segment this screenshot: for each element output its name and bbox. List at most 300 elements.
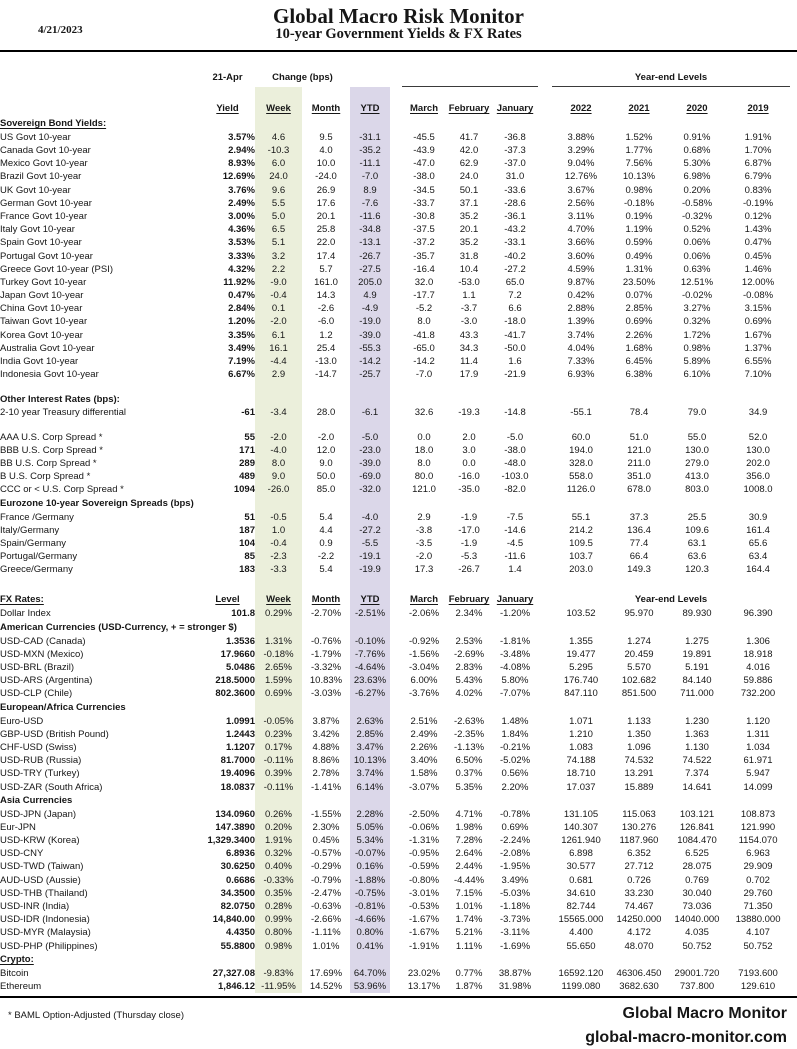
value-cell: 3.27% bbox=[683, 303, 711, 315]
row-label: Greece/Germany bbox=[0, 564, 73, 576]
value-cell: 16.1 bbox=[255, 342, 302, 355]
table-row bbox=[0, 444, 790, 457]
column-header: Month bbox=[311, 594, 341, 606]
value-cell: 23.02% bbox=[407, 967, 441, 979]
column-header: February bbox=[448, 594, 490, 606]
section-cell bbox=[668, 393, 726, 407]
row-label: Canada Govt 10-year bbox=[0, 145, 91, 157]
value-cell: 17.9660 bbox=[220, 648, 255, 660]
value-cell: 74.532 bbox=[624, 755, 654, 767]
value-cell: 8.0 bbox=[417, 457, 431, 469]
value-cell: -1.11% bbox=[311, 927, 341, 939]
value-cell: 2.30% bbox=[312, 821, 340, 833]
value-cell: 0.0 bbox=[462, 457, 476, 469]
value-cell: -0.92% bbox=[408, 635, 440, 647]
value-cell: 4.400 bbox=[569, 927, 593, 939]
row-label: Brazil Govt 10-year bbox=[0, 171, 82, 183]
value-cell: 16592.120 bbox=[558, 967, 604, 979]
value-cell: 30.6250 bbox=[220, 861, 255, 873]
value-cell: 1.70% bbox=[744, 145, 772, 157]
value-cell bbox=[538, 355, 552, 368]
value-cell: 7193.600 bbox=[738, 967, 778, 979]
value-cell: 289 bbox=[239, 457, 255, 469]
value-cell: 328.0 bbox=[569, 457, 593, 469]
table-row bbox=[0, 524, 790, 537]
value-cell: 0.69% bbox=[744, 316, 772, 328]
value-cell: 0.47% bbox=[744, 237, 772, 249]
value-cell: 1199.080 bbox=[561, 980, 601, 992]
value-cell: -3.5 bbox=[415, 537, 433, 549]
value-cell: 74.467 bbox=[624, 901, 654, 913]
value-cell: -103.0 bbox=[501, 471, 529, 483]
spacer-cell bbox=[390, 577, 402, 588]
value-cell: 131.105 bbox=[563, 808, 599, 820]
value-cell: -0.32% bbox=[681, 210, 713, 222]
spacer-cell bbox=[390, 382, 402, 393]
value-cell: -37.0 bbox=[504, 158, 526, 170]
value-cell: 1.083 bbox=[569, 741, 593, 753]
value-cell: 8.86% bbox=[312, 755, 340, 767]
value-cell: 0.20% bbox=[255, 821, 302, 834]
value-cell: 6.38% bbox=[625, 369, 653, 381]
value-cell: 1.230 bbox=[685, 715, 709, 727]
value-cell: 10.83% bbox=[309, 675, 343, 687]
section-cell bbox=[668, 701, 726, 715]
value-cell: 1187.960 bbox=[619, 835, 659, 847]
value-cell: 1.84% bbox=[501, 728, 529, 740]
table-row bbox=[0, 861, 790, 874]
value-cell: 0.06% bbox=[683, 250, 711, 262]
value-cell bbox=[390, 444, 402, 457]
value-cell: -11.6 bbox=[350, 210, 390, 223]
value-cell bbox=[538, 368, 552, 381]
value-cell: 4.035 bbox=[685, 927, 709, 939]
section-cell bbox=[390, 621, 402, 635]
section-cell bbox=[446, 701, 492, 715]
row-label: USD-CAD (Canada) bbox=[0, 635, 86, 647]
value-cell: -5.0 bbox=[350, 431, 390, 444]
value-cell: -3.07% bbox=[408, 781, 440, 793]
row-label: Spain/Germany bbox=[0, 537, 67, 549]
value-cell bbox=[538, 407, 552, 420]
spacer-cell bbox=[538, 382, 552, 393]
value-cell: 17.4 bbox=[316, 250, 336, 262]
table-row bbox=[0, 197, 790, 210]
value-cell: 42.0 bbox=[459, 145, 479, 157]
row-label: Spain Govt 10-year bbox=[0, 237, 82, 249]
value-cell: 1.0991 bbox=[225, 715, 255, 727]
value-cell: -2.51% bbox=[350, 608, 390, 621]
value-cell: 5.1 bbox=[255, 237, 302, 250]
section-cell bbox=[492, 701, 538, 715]
value-cell bbox=[538, 144, 552, 157]
value-cell: 4.88% bbox=[312, 741, 340, 753]
value-cell: 6.45% bbox=[625, 356, 653, 368]
value-cell bbox=[538, 563, 552, 576]
value-cell: 121.0 bbox=[627, 444, 651, 456]
row-label: USD-MYR (Malaysia) bbox=[0, 927, 91, 939]
value-cell: 6.898 bbox=[569, 848, 593, 860]
table-row bbox=[0, 457, 790, 470]
value-cell: 6.14% bbox=[350, 781, 390, 794]
value-cell: 32.6 bbox=[414, 407, 434, 419]
value-cell: 2.83% bbox=[455, 662, 483, 674]
table-row bbox=[0, 781, 790, 794]
row-label: AAA U.S. Corp Spread * bbox=[0, 431, 103, 443]
value-cell: -7.5 bbox=[506, 511, 524, 523]
value-cell: 3.35% bbox=[228, 329, 255, 341]
section-cell bbox=[350, 497, 390, 511]
value-cell bbox=[390, 834, 402, 847]
value-cell: 413.0 bbox=[685, 471, 709, 483]
value-cell bbox=[538, 940, 552, 953]
value-cell: 77.4 bbox=[629, 537, 649, 549]
value-cell: 1.31% bbox=[625, 263, 653, 275]
row-label: German Govt 10-year bbox=[0, 197, 92, 209]
value-cell bbox=[390, 131, 402, 144]
value-cell bbox=[390, 144, 402, 157]
value-cell: 46306.450 bbox=[616, 967, 662, 979]
value-cell bbox=[538, 754, 552, 767]
value-cell: 0.56% bbox=[501, 768, 529, 780]
table-row bbox=[0, 484, 790, 497]
value-cell: 6.10% bbox=[683, 369, 711, 381]
row-label: Greece Govt 10-year (PSI) bbox=[0, 263, 113, 275]
value-cell: -9.83% bbox=[255, 967, 302, 980]
value-cell bbox=[538, 834, 552, 847]
value-cell: 0.69% bbox=[625, 316, 653, 328]
value-cell: 2.2 bbox=[255, 263, 302, 276]
value-cell: 31.98% bbox=[498, 980, 532, 992]
value-cell: -1.41% bbox=[310, 781, 342, 793]
section-cell bbox=[200, 794, 255, 808]
value-cell: 27.712 bbox=[624, 861, 654, 873]
value-cell: 5.191 bbox=[685, 662, 709, 674]
row-label: USD-MXN (Mexico) bbox=[0, 648, 84, 660]
value-cell: 23.63% bbox=[350, 674, 390, 687]
section-label: Eurozone 10-year Sovereign Spreads (bps) bbox=[0, 497, 194, 509]
value-cell: 7.10% bbox=[744, 369, 772, 381]
value-cell: 4.0 bbox=[319, 145, 333, 157]
column-header: Week bbox=[255, 588, 302, 608]
value-cell: 3.74% bbox=[567, 329, 595, 341]
value-cell: -14.6 bbox=[504, 524, 526, 536]
table-row bbox=[0, 980, 790, 993]
yearend-label: Year-end Levels bbox=[634, 71, 708, 83]
table-row bbox=[0, 237, 790, 250]
header-spacer bbox=[390, 588, 402, 608]
value-cell: 8.93% bbox=[228, 158, 255, 170]
header-spacer bbox=[538, 56, 552, 87]
value-cell: 41.7 bbox=[459, 131, 479, 143]
value-cell: 32.0 bbox=[414, 276, 434, 288]
value-cell: 7.15% bbox=[455, 887, 483, 899]
row-label: Portugal/Germany bbox=[0, 551, 78, 563]
section-cell bbox=[726, 794, 790, 808]
value-cell: 202.0 bbox=[746, 457, 770, 469]
section-cell bbox=[255, 701, 302, 715]
value-cell bbox=[538, 276, 552, 289]
section-cell bbox=[726, 953, 790, 967]
section-cell bbox=[390, 497, 402, 511]
value-cell bbox=[390, 524, 402, 537]
value-cell: -4.0 bbox=[255, 444, 302, 457]
value-cell bbox=[390, 457, 402, 470]
value-cell: -3.4 bbox=[255, 407, 302, 420]
section-cell bbox=[538, 701, 552, 715]
row-label: GBP-USD (British Pound) bbox=[0, 728, 109, 740]
value-cell: 10.4 bbox=[459, 263, 479, 275]
value-cell: -3.03% bbox=[310, 688, 342, 700]
value-cell: 2.78% bbox=[312, 768, 340, 780]
value-cell: 8.9 bbox=[350, 184, 390, 197]
row-label: USD-INR (India) bbox=[0, 901, 70, 913]
value-cell: 1.071 bbox=[569, 715, 593, 727]
section-cell bbox=[726, 393, 790, 407]
spacer-cell bbox=[0, 382, 200, 393]
value-cell: 802.3600 bbox=[215, 688, 255, 700]
value-cell: 18.918 bbox=[743, 648, 773, 660]
value-cell: 1.3536 bbox=[225, 635, 255, 647]
value-cell: -55.3 bbox=[350, 342, 390, 355]
value-cell: -0.5 bbox=[255, 511, 302, 524]
section-header-row bbox=[0, 497, 790, 511]
value-cell: -3.11% bbox=[500, 927, 530, 939]
value-cell: 0.83% bbox=[744, 184, 772, 196]
value-cell: 3.49% bbox=[501, 874, 529, 886]
value-cell: 78.4 bbox=[629, 407, 649, 419]
value-cell: 13.17% bbox=[407, 980, 441, 992]
value-cell: -26.7 bbox=[458, 564, 480, 576]
value-cell: 0.42% bbox=[567, 290, 595, 302]
section-cell bbox=[538, 621, 552, 635]
value-cell: 0.59% bbox=[625, 237, 653, 249]
value-cell: 1094 bbox=[233, 484, 255, 496]
value-cell: 0.68% bbox=[683, 145, 711, 157]
value-cell: 17.6 bbox=[316, 197, 336, 209]
table-row bbox=[0, 927, 790, 940]
value-cell: 2.56% bbox=[567, 197, 595, 209]
value-cell: 18.710 bbox=[566, 768, 596, 780]
value-cell: 4.172 bbox=[627, 927, 651, 939]
value-cell: 13880.000 bbox=[735, 914, 781, 926]
section-cell bbox=[350, 794, 390, 808]
table-row bbox=[0, 967, 790, 980]
value-cell: 104 bbox=[239, 537, 255, 549]
column-header: March bbox=[410, 594, 438, 606]
value-cell bbox=[390, 237, 402, 250]
row-label: USD-THB (Thailand) bbox=[0, 887, 88, 899]
value-cell: 43.3 bbox=[459, 329, 479, 341]
row-label: 2-10 year Treasury differential bbox=[0, 407, 127, 419]
value-cell: -5.2 bbox=[415, 303, 433, 315]
value-cell bbox=[390, 550, 402, 563]
value-cell: 0.17% bbox=[255, 741, 302, 754]
value-cell: -2.08% bbox=[499, 848, 531, 860]
value-cell: 19.4096 bbox=[220, 768, 255, 780]
spacer-cell bbox=[726, 420, 790, 431]
value-cell: 29.909 bbox=[743, 861, 773, 873]
table-row bbox=[0, 289, 790, 302]
value-cell: 1.363 bbox=[685, 728, 709, 740]
spacer-row bbox=[0, 382, 790, 393]
value-cell bbox=[390, 768, 402, 781]
value-cell: 14040.000 bbox=[674, 914, 720, 926]
spacer-cell bbox=[200, 577, 255, 588]
spacer-cell bbox=[302, 420, 350, 431]
value-cell: -2.6 bbox=[317, 303, 335, 315]
value-cell: 5.34% bbox=[350, 834, 390, 847]
value-cell: -35.7 bbox=[413, 250, 435, 262]
value-cell: 0.98% bbox=[625, 184, 653, 196]
value-cell: 66.4 bbox=[629, 551, 649, 563]
section-label: Sovereign Bond Yields: bbox=[0, 118, 107, 130]
value-cell: 95.970 bbox=[624, 608, 654, 620]
section-cell bbox=[390, 117, 402, 131]
value-cell: 5.30% bbox=[683, 158, 711, 170]
value-cell: 0.45% bbox=[744, 250, 772, 262]
section-cell bbox=[552, 393, 610, 407]
value-cell: -33.7 bbox=[413, 197, 435, 209]
table-row bbox=[0, 537, 790, 550]
value-cell bbox=[538, 263, 552, 276]
row-label: Taiwan Govt 10-year bbox=[0, 316, 88, 328]
value-cell: -1.20% bbox=[499, 608, 531, 620]
value-cell: 1.350 bbox=[627, 728, 651, 740]
value-cell bbox=[538, 980, 552, 993]
value-cell: 115.063 bbox=[622, 808, 656, 820]
section-cell bbox=[668, 117, 726, 131]
value-cell bbox=[538, 223, 552, 236]
table-row bbox=[0, 741, 790, 754]
value-cell bbox=[390, 754, 402, 767]
spacer-cell bbox=[390, 420, 402, 431]
spacer-cell bbox=[402, 577, 446, 588]
value-cell: -0.21% bbox=[499, 741, 531, 753]
spacer-cell bbox=[350, 420, 390, 431]
value-cell: 9.6 bbox=[255, 184, 302, 197]
value-cell: -4.66% bbox=[350, 913, 390, 926]
value-cell bbox=[390, 728, 402, 741]
value-cell: -2.0 bbox=[255, 316, 302, 329]
section-cell bbox=[302, 393, 350, 407]
value-cell: 1.01% bbox=[455, 901, 483, 913]
value-cell: 73.036 bbox=[682, 901, 712, 913]
value-cell: 34.9 bbox=[748, 407, 768, 419]
value-cell: -34.8 bbox=[350, 223, 390, 236]
value-cell: 24.0 bbox=[459, 171, 479, 183]
spacer-cell bbox=[446, 382, 492, 393]
value-cell: -65.0 bbox=[413, 342, 435, 354]
value-cell: -3.7 bbox=[460, 303, 478, 315]
value-cell: 1.133 bbox=[627, 715, 651, 727]
row-label: BBB U.S. Corp Spread * bbox=[0, 444, 103, 456]
value-cell: -0.06% bbox=[408, 821, 440, 833]
value-cell: -18.0 bbox=[504, 316, 526, 328]
row-label: UK Govt 10-year bbox=[0, 184, 71, 196]
table-row bbox=[0, 511, 790, 524]
value-cell: 678.0 bbox=[627, 484, 651, 496]
value-cell bbox=[390, 316, 402, 329]
table-row bbox=[0, 563, 790, 576]
row-label: USD-BRL (Brazil) bbox=[0, 662, 75, 674]
section-cell bbox=[402, 794, 446, 808]
value-cell: -1.56% bbox=[408, 648, 440, 660]
section-label: American Currencies (USD-Currency, + = stronger $) bbox=[0, 622, 237, 634]
value-cell: 6.963 bbox=[746, 848, 770, 860]
section-cell bbox=[552, 953, 610, 967]
value-cell: 4.04% bbox=[567, 342, 595, 354]
header-spacer bbox=[538, 87, 552, 118]
row-label: USD-JPN (Japan) bbox=[0, 808, 77, 820]
value-cell: -40.2 bbox=[504, 250, 526, 262]
value-cell: -2.06% bbox=[408, 608, 440, 620]
value-cell: -0.95% bbox=[408, 848, 440, 860]
value-cell: 136.4 bbox=[627, 524, 651, 536]
table-row bbox=[0, 223, 790, 236]
row-label: Italy Govt 10-year bbox=[0, 224, 75, 236]
value-cell: 4.4350 bbox=[225, 927, 255, 939]
value-cell: 4.107 bbox=[746, 927, 770, 939]
value-cell: -0.63% bbox=[310, 901, 342, 913]
value-cell: 0.45% bbox=[312, 835, 340, 847]
section-cell bbox=[552, 701, 610, 715]
value-cell: -0.29% bbox=[310, 861, 342, 873]
value-cell: -6.27% bbox=[350, 688, 390, 701]
value-cell: 0.40% bbox=[255, 861, 302, 874]
header-spacer bbox=[402, 56, 538, 87]
change-label: Change (bps) bbox=[272, 72, 333, 83]
section-cell bbox=[350, 701, 390, 715]
value-cell: 1.87% bbox=[455, 980, 483, 992]
section-cell bbox=[492, 621, 538, 635]
value-cell: -0.11% bbox=[255, 754, 302, 767]
value-cell: 6.00% bbox=[410, 675, 438, 687]
value-cell: 14.641 bbox=[682, 781, 712, 793]
section-cell bbox=[200, 953, 255, 967]
value-cell: -1.9 bbox=[460, 511, 478, 523]
value-cell: 81.7000 bbox=[220, 755, 255, 767]
value-cell bbox=[390, 355, 402, 368]
value-cell bbox=[538, 484, 552, 497]
row-label: India Govt 10-year bbox=[0, 356, 79, 368]
value-cell: 31.0 bbox=[505, 171, 525, 183]
section-cell bbox=[446, 117, 492, 131]
value-cell bbox=[390, 781, 402, 794]
value-cell: 7.56% bbox=[625, 158, 653, 170]
value-cell: 149.3 bbox=[627, 564, 651, 576]
table-row bbox=[0, 342, 790, 355]
value-cell: 1.2 bbox=[319, 329, 333, 341]
spacer-cell bbox=[610, 420, 668, 431]
value-cell bbox=[390, 470, 402, 483]
value-cell: 2.65% bbox=[255, 661, 302, 674]
row-label: Italy/Germany bbox=[0, 524, 60, 536]
value-cell: 4.59% bbox=[567, 263, 595, 275]
section-cell bbox=[492, 497, 538, 511]
value-cell: 51 bbox=[244, 511, 255, 523]
value-cell: -47.0 bbox=[413, 158, 435, 170]
section-label: Other Interest Rates (bps): bbox=[0, 393, 120, 405]
value-cell: 3.15% bbox=[744, 303, 772, 315]
value-cell: -0.78% bbox=[499, 808, 531, 820]
value-cell: -0.05% bbox=[255, 715, 302, 728]
column-header: Month bbox=[311, 102, 341, 114]
value-cell: 1.130 bbox=[685, 741, 709, 753]
value-cell: 8.0 bbox=[417, 316, 431, 328]
header-spacer bbox=[390, 56, 402, 87]
value-cell: 63.4 bbox=[748, 551, 768, 563]
